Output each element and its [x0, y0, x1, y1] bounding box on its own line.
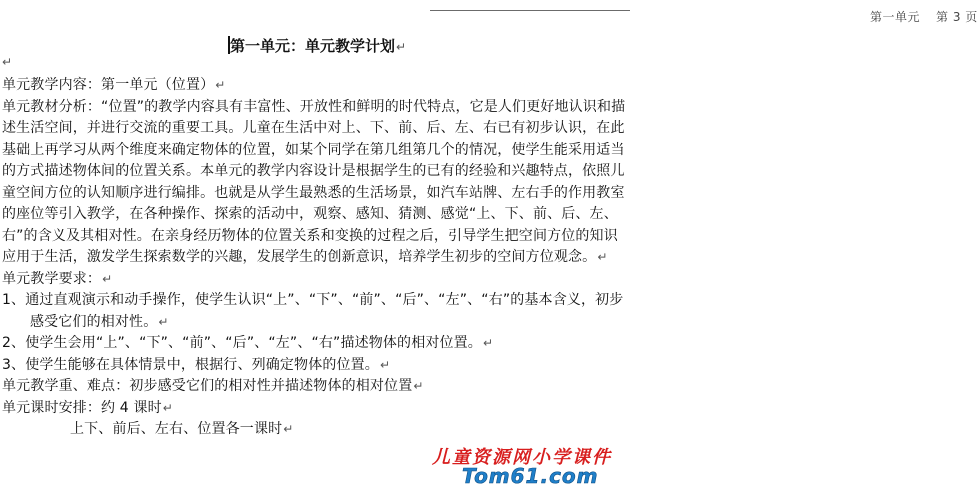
- watermark-en-logo: [432, 465, 628, 487]
- requirements-heading: [2, 269, 627, 291]
- paragraph-mark: ↵: [102, 271, 113, 286]
- document-body[interactable]: [2, 75, 627, 441]
- header-rule: [430, 10, 978, 24]
- material-analysis-paragraph: [2, 97, 627, 269]
- key-points-line: [2, 376, 627, 398]
- paragraph-mark: ↵: [396, 40, 407, 54]
- requirement-item-2: [2, 333, 627, 355]
- lesson-breakdown-line: [2, 419, 627, 441]
- line-text: 1、通过直观演示和动手操作，使学生认识“上”、“下”、“前”、“后”、“左”、“右”的基本含义，初步感受它们的相对性。: [2, 292, 624, 330]
- line-text: 单元教材分析：“位置”的教学内容具有丰富性、开放性和鲜明的时代特点，它是人们更好地认识和描述生活空间，并进行交流的重要工具。儿童在生活中对上、下、前、后、左、右已有初步认识，在此基础上再学习从两个维度来确定物体的位置，如某个同学在第几组第几个的情况，使学生能采用适当的方式描述物体间的位置关系。本单元的教学内容设计是根据学生的已有的经验和兴趣特点，依照儿童空间方位的认知顺序进行编排。也就是从学生最熟悉的生活场景，如汽车站牌、左右手的作用教室的座位等引入教学，在各种操作、探索的活动中，观察、感知、猜测、感觉“上、下、前、后、左、右”的含义及其相对性。在亲身经历物体的位置关系和变换的过程之后，引导学生把空间方位的知识应用于生活，激发学生探索数学的兴趣，发展学生的创新意识，培养学生初步的空间方位观念。: [2, 98, 626, 265]
- line-text: 单元课时安排：约 4 课时: [2, 399, 162, 416]
- requirement-item-1: [2, 290, 627, 333]
- svg-text:Tom61.com: Tom61.com: [462, 464, 599, 488]
- line-text: 上下、前后、左右、位置各一课时: [70, 421, 283, 437]
- paragraph-mark: ↵: [162, 400, 173, 415]
- paragraph-mark: ↵: [379, 357, 391, 372]
- watermark-cn-text: 儿童资源网小学课件: [432, 447, 612, 468]
- header-page: 第 3 页: [936, 10, 978, 24]
- document-title[interactable]: [230, 35, 406, 56]
- paragraph-mark: ↵: [597, 250, 608, 264]
- site-watermark-logo: [432, 443, 628, 489]
- schedule-line: [2, 398, 627, 420]
- paragraph-mark: ↵: [283, 422, 294, 436]
- paragraph-mark: ↵: [482, 336, 494, 350]
- line-text: 单元教学要求：: [2, 270, 102, 287]
- header-unit: 第一单元: [870, 10, 921, 24]
- title-text: 第一单元：单元教学计划: [230, 37, 396, 55]
- line-text: 单元教学内容：第一单元（位置）: [2, 77, 215, 93]
- line-text: 单元教学重、难点：初步感受它们的相对性并描述物体的相对位置: [2, 378, 413, 394]
- paragraph-mark: ↵: [158, 314, 169, 329]
- paragraph-mark: ↵: [413, 379, 424, 393]
- page-header: [870, 8, 978, 25]
- empty-paragraph-mark: ↵: [2, 55, 13, 69]
- requirement-item-3: [2, 355, 627, 377]
- paragraph-mark: ↵: [215, 78, 226, 92]
- teaching-content-line: [2, 75, 627, 97]
- line-text: 3、使学生能够在具体情景中，根据行、列确定物体的位置。: [2, 356, 379, 373]
- line-text: 2、使学生会用“上”、“下”、“前”、“后”、“左”、“右”描述物体的相对位置。: [2, 335, 482, 351]
